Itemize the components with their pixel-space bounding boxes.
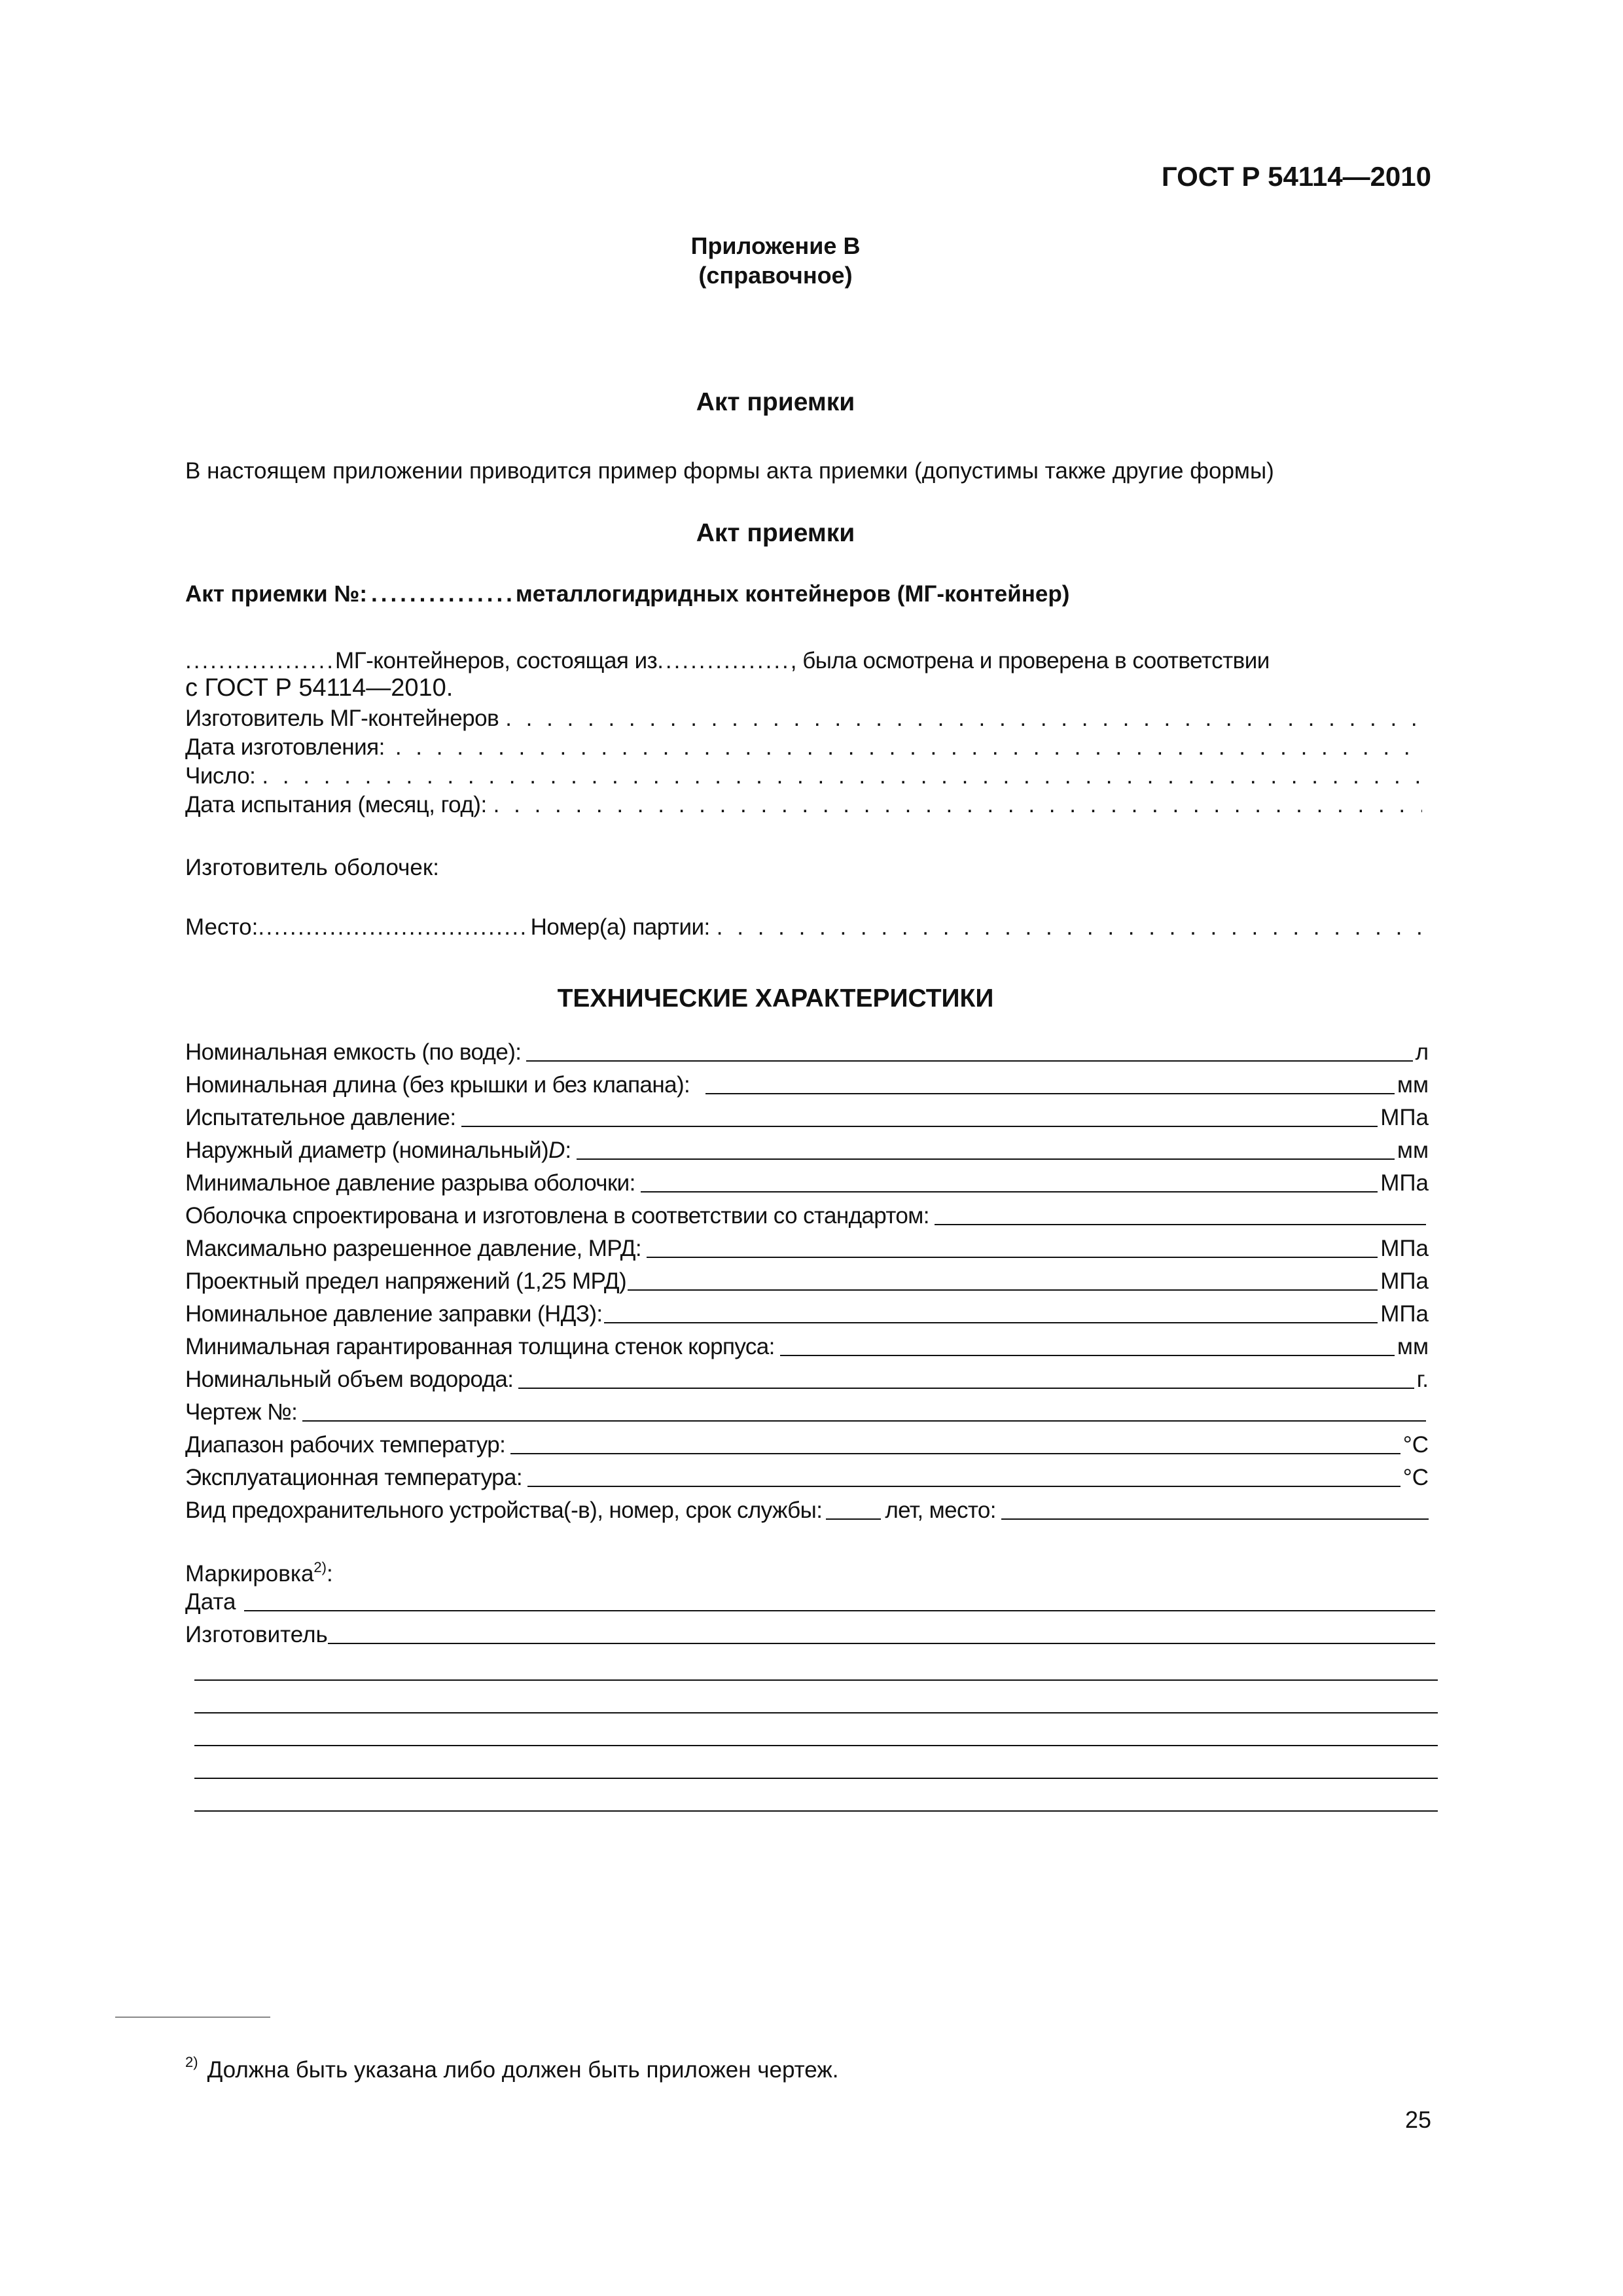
tech-field-stress-limit bbox=[185, 1268, 1429, 1295]
blank-line[interactable] bbox=[194, 1810, 1438, 1812]
info-field-dots bbox=[395, 734, 1422, 761]
tech-field-input-line[interactable] bbox=[628, 1270, 1378, 1291]
tech-field-wall-thickness bbox=[185, 1334, 1429, 1360]
tech-field-input-line[interactable] bbox=[518, 1368, 1414, 1389]
tech-field-input-line[interactable] bbox=[780, 1335, 1395, 1356]
batch-number-label: Номер(а) партии: bbox=[530, 914, 710, 940]
marking-manufacturer-label: Изготовитель bbox=[185, 1622, 328, 1647]
tech-field-label: Проектный предел напряжений (1,25 МРД) bbox=[185, 1268, 627, 1294]
marking-label-text: Маркировка bbox=[185, 1561, 314, 1587]
tech-field-input-line[interactable] bbox=[577, 1139, 1395, 1160]
footnote-text: Должна быть указана либо должен быть приложен чертеж. bbox=[207, 2057, 839, 2083]
service-life-input-line[interactable] bbox=[826, 1499, 881, 1520]
info-field-manufacture-date bbox=[185, 734, 1422, 761]
tech-field-unit: л bbox=[1415, 1039, 1429, 1065]
safety-device-label: Вид предохранительного устройства(-в), номер, срок службы: bbox=[185, 1498, 823, 1523]
tech-field-unit: МПа bbox=[1380, 1268, 1429, 1294]
blank-line[interactable] bbox=[194, 1778, 1438, 1779]
batch-mid-dots: ................ bbox=[657, 648, 791, 673]
document-standard-number: ГОСТ Р 54114—2010 bbox=[1161, 161, 1431, 192]
act-number-label: Акт приемки №: bbox=[185, 581, 368, 607]
tech-field-label: Наружный диаметр (номинальный) bbox=[185, 1138, 549, 1163]
info-field-dots bbox=[505, 706, 1422, 732]
batch-text-part2: , была осмотрена и проверена в соответствии bbox=[790, 648, 1270, 673]
intro-text: В настоящем приложении приводится пример формы акта приемки (допустимы также другие формы) bbox=[185, 458, 1274, 484]
section-title: Акт приемки bbox=[696, 388, 855, 416]
tech-field-label: Номинальный объем водорода: bbox=[185, 1367, 514, 1392]
marking-label bbox=[185, 1559, 333, 1587]
marking-date-label: Дата bbox=[185, 1589, 236, 1615]
tech-field-label: Диапазон рабочих температур: bbox=[185, 1432, 506, 1458]
annex-title: Приложение В bbox=[690, 232, 861, 259]
tech-field-unit: МПа bbox=[1380, 1236, 1429, 1261]
tech-field-fill-pressure bbox=[185, 1301, 1429, 1327]
tech-field-max-pressure bbox=[185, 1236, 1429, 1262]
shell-manufacturer-label: Изготовитель оболочек: bbox=[185, 855, 439, 880]
footnote bbox=[185, 2054, 839, 2083]
info-field-label: Дата испытания (месяц, год): bbox=[185, 792, 487, 817]
tech-field-unit: г. bbox=[1416, 1367, 1429, 1392]
tech-field-label: Номинальная емкость (по воде): bbox=[185, 1039, 522, 1065]
marking-manufacturer-input-line[interactable] bbox=[328, 1623, 1435, 1644]
act-number-line bbox=[185, 581, 1069, 607]
place-input-line[interactable] bbox=[1001, 1499, 1429, 1520]
info-field-label: Изготовитель МГ-контейнеров bbox=[185, 706, 499, 731]
form-title: Акт приемки bbox=[696, 519, 855, 547]
tech-field-input-line[interactable] bbox=[527, 1466, 1400, 1487]
tech-characteristics-title: ТЕХНИЧЕСКИЕ ХАРАКТЕРИСТИКИ bbox=[557, 984, 994, 1013]
act-number-suffix: металлогидридных контейнеров (МГ-контейнер) bbox=[515, 581, 1070, 607]
footnote-separator bbox=[115, 2017, 270, 2018]
tech-field-input-line[interactable] bbox=[705, 1073, 1395, 1094]
batch-number-dots bbox=[717, 914, 1422, 941]
tech-field-input-line[interactable] bbox=[604, 1302, 1378, 1323]
annex-note: (справочное) bbox=[698, 262, 853, 289]
tech-field-capacity bbox=[185, 1039, 1429, 1066]
tech-field-label-colon: : bbox=[565, 1138, 572, 1163]
tech-field-operating-temperature bbox=[185, 1465, 1429, 1491]
tech-field-input-line[interactable] bbox=[461, 1106, 1378, 1127]
tech-field-label: Чертеж №: bbox=[185, 1399, 298, 1425]
tech-field-outer-diameter bbox=[185, 1138, 1429, 1164]
tech-field-length bbox=[185, 1072, 1429, 1098]
tech-field-label: Номинальное давление заправки (НДЗ): bbox=[185, 1301, 603, 1327]
tech-field-input-line[interactable] bbox=[641, 1172, 1378, 1193]
info-field-label: Число: bbox=[185, 763, 256, 789]
place-label: Место: bbox=[185, 914, 259, 940]
tech-field-unit: МПа bbox=[1380, 1170, 1429, 1196]
tech-field-label: Оболочка спроектирована и изготовлена в соответствии со стандартом: bbox=[185, 1203, 929, 1229]
tech-field-unit: МПа bbox=[1380, 1301, 1429, 1327]
batch-continuation: с ГОСТ Р 54114—2010. bbox=[185, 674, 454, 702]
footnote-marker: 2) bbox=[185, 2054, 198, 2070]
marking-date-input-line[interactable] bbox=[244, 1590, 1435, 1611]
blank-line[interactable] bbox=[194, 1679, 1438, 1681]
tech-field-input-line[interactable] bbox=[526, 1041, 1412, 1062]
tech-field-label: Минимальная гарантированная толщина стенок корпуса: bbox=[185, 1334, 775, 1359]
page-number: 25 bbox=[1404, 2106, 1431, 2133]
tech-field-drawing-number bbox=[185, 1399, 1429, 1426]
tech-field-shell-standard bbox=[185, 1203, 1429, 1229]
tech-field-unit: мм bbox=[1397, 1072, 1429, 1098]
blank-line[interactable] bbox=[194, 1712, 1438, 1713]
safety-device-line bbox=[185, 1498, 1429, 1524]
tech-field-unit: °С bbox=[1402, 1432, 1429, 1458]
tech-field-input-line[interactable] bbox=[647, 1237, 1378, 1258]
tech-field-unit: °С bbox=[1402, 1465, 1429, 1490]
act-number-dots: ............... bbox=[371, 581, 516, 607]
tech-field-test-pressure bbox=[185, 1105, 1429, 1131]
info-field-day bbox=[185, 763, 1422, 789]
marking-date-row bbox=[185, 1589, 1435, 1615]
tech-field-burst-pressure bbox=[185, 1170, 1429, 1196]
info-field-manufacturer bbox=[185, 706, 1422, 732]
place-line bbox=[185, 914, 1422, 941]
batch-text-part1: МГ-контейнеров, состоящая из bbox=[335, 648, 658, 673]
tech-field-unit: МПа bbox=[1380, 1105, 1429, 1130]
tech-field-label: Максимально разрешенное давление, МРД: bbox=[185, 1236, 641, 1261]
tech-field-input-line[interactable] bbox=[510, 1433, 1400, 1454]
info-field-label: Дата изготовления: bbox=[185, 734, 385, 760]
tech-field-label-symbol: D bbox=[548, 1138, 565, 1163]
footnote-ref: 2) bbox=[313, 1559, 327, 1575]
tech-field-unit: мм bbox=[1397, 1138, 1429, 1163]
tech-field-input-line[interactable] bbox=[302, 1401, 1426, 1422]
info-field-dots bbox=[493, 792, 1422, 818]
tech-field-temperature-range bbox=[185, 1432, 1429, 1458]
marking-manufacturer-row bbox=[185, 1622, 1435, 1648]
batch-lead-dots: .................. bbox=[185, 648, 336, 673]
batch-line bbox=[185, 648, 1429, 674]
tech-field-label: Эксплуатационная температура: bbox=[185, 1465, 523, 1490]
tech-field-label: Испытательное давление: bbox=[185, 1105, 456, 1130]
tech-field-unit: мм bbox=[1397, 1334, 1429, 1359]
tech-field-input-line[interactable] bbox=[935, 1204, 1426, 1225]
tech-field-hydrogen-volume bbox=[185, 1367, 1429, 1393]
place-dots: .................................. bbox=[258, 914, 528, 940]
tech-field-label: Номинальная длина (без крышки и без клапана): bbox=[185, 1072, 690, 1098]
marking-colon: : bbox=[326, 1561, 333, 1587]
years-place-label: лет, место: bbox=[885, 1498, 996, 1523]
info-field-dots bbox=[262, 763, 1422, 789]
tech-field-label: Минимальное давление разрыва оболочки: bbox=[185, 1170, 635, 1196]
blank-line[interactable] bbox=[194, 1745, 1438, 1746]
info-field-test-date bbox=[185, 792, 1422, 818]
